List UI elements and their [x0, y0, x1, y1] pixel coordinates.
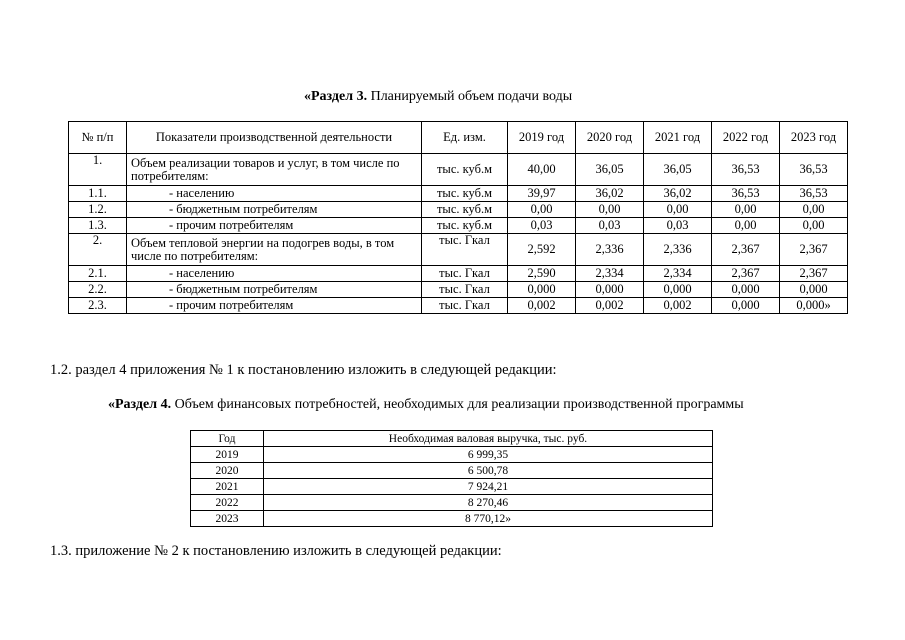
- header-2021: 2021 год: [644, 122, 712, 154]
- row-unit: тыс. куб.м: [422, 186, 508, 202]
- table-row: [69, 266, 848, 282]
- table-row: [69, 298, 848, 314]
- table-row: [191, 447, 713, 463]
- paragraph-1-2: 1.2. раздел 4 приложения № 1 к постановлению изложить в следующей редакции:: [50, 362, 557, 378]
- section-3-title: [304, 89, 572, 105]
- row-value-2022: 0,000: [712, 282, 780, 298]
- header-year: Год: [191, 431, 264, 447]
- section-3-title-rest: Планируемый объем подачи воды: [367, 89, 573, 104]
- row-year: 2019: [191, 447, 264, 463]
- row-revenue: 6 500,78: [264, 463, 713, 479]
- row-num: 1.1.: [69, 186, 127, 202]
- row-num: 1.: [69, 154, 127, 186]
- row-value-2020: 36,02: [576, 186, 644, 202]
- header-2022: 2022 год: [712, 122, 780, 154]
- table-header-row: [69, 122, 848, 154]
- row-value-2020: 36,05: [576, 154, 644, 186]
- row-value-2021: 36,02: [644, 186, 712, 202]
- table-header-row: [191, 431, 713, 447]
- row-name: - населению: [127, 186, 422, 202]
- row-unit: тыс. куб.м: [422, 154, 508, 186]
- row-value-2021: 36,05: [644, 154, 712, 186]
- table-row: [191, 495, 713, 511]
- row-value-2023: 2,367: [780, 234, 848, 266]
- row-year: 2021: [191, 479, 264, 495]
- row-value-2019: 2,592: [508, 234, 576, 266]
- row-unit: тыс. куб.м: [422, 218, 508, 234]
- header-2019: 2019 год: [508, 122, 576, 154]
- row-value-2023: 0,00: [780, 202, 848, 218]
- row-value-2023: 2,367: [780, 266, 848, 282]
- row-value-2019: 0,002: [508, 298, 576, 314]
- row-value-2022: 36,53: [712, 186, 780, 202]
- row-value-2020: 2,334: [576, 266, 644, 282]
- row-value-2022: 36,53: [712, 154, 780, 186]
- row-value-2023: 36,53: [780, 186, 848, 202]
- table-row: [69, 154, 848, 186]
- row-name: - прочим потребителям: [127, 218, 422, 234]
- table-row: [69, 234, 848, 266]
- row-year: 2020: [191, 463, 264, 479]
- row-name: - бюджетным потребителям: [127, 282, 422, 298]
- header-revenue: Необходимая валовая выручка, тыс. руб.: [264, 431, 713, 447]
- row-value-2020: 0,000: [576, 282, 644, 298]
- table-row: [69, 202, 848, 218]
- row-revenue: 8 770,12»: [264, 511, 713, 527]
- row-num: 2.1.: [69, 266, 127, 282]
- row-value-2023: 0,000»: [780, 298, 848, 314]
- row-name: Объем тепловой энергии на подогрев воды, в том числе по потребителям:: [127, 234, 422, 266]
- row-value-2023: 36,53: [780, 154, 848, 186]
- financial-needs-table: [190, 430, 713, 527]
- header-unit: Ед. изм.: [422, 122, 508, 154]
- row-value-2019: 39,97: [508, 186, 576, 202]
- row-year: 2023: [191, 511, 264, 527]
- section-4-title: [108, 397, 744, 413]
- row-unit: тыс. Гкал: [422, 234, 508, 266]
- row-value-2023: 0,00: [780, 218, 848, 234]
- water-supply-table: [68, 121, 848, 314]
- row-unit: тыс. куб.м: [422, 202, 508, 218]
- row-value-2019: 0,03: [508, 218, 576, 234]
- row-value-2021: 0,00: [644, 202, 712, 218]
- row-value-2022: 2,367: [712, 234, 780, 266]
- section-4-title-bold: «Раздел 4.: [108, 397, 172, 412]
- row-value-2022: 0,00: [712, 202, 780, 218]
- row-num: 2.3.: [69, 298, 127, 314]
- row-unit: тыс. Гкал: [422, 266, 508, 282]
- row-value-2019: 0,000: [508, 282, 576, 298]
- row-num: 1.2.: [69, 202, 127, 218]
- section-3-title-bold: «Раздел 3.: [304, 89, 368, 104]
- row-name: - прочим потребителям: [127, 298, 422, 314]
- row-value-2019: 0,00: [508, 202, 576, 218]
- table-row: [69, 218, 848, 234]
- row-num: 2.2.: [69, 282, 127, 298]
- row-value-2020: 2,336: [576, 234, 644, 266]
- header-indicator: Показатели производственной деятельности: [127, 122, 422, 154]
- row-value-2021: 0,000: [644, 282, 712, 298]
- header-2020: 2020 год: [576, 122, 644, 154]
- row-value-2021: 2,334: [644, 266, 712, 282]
- header-num: № п/п: [69, 122, 127, 154]
- row-name: - населению: [127, 266, 422, 282]
- row-unit: тыс. Гкал: [422, 282, 508, 298]
- table-row: [69, 282, 848, 298]
- row-value-2019: 40,00: [508, 154, 576, 186]
- row-value-2022: 2,367: [712, 266, 780, 282]
- header-2023: 2023 год: [780, 122, 848, 154]
- row-value-2021: 0,03: [644, 218, 712, 234]
- row-value-2022: 0,00: [712, 218, 780, 234]
- row-revenue: 7 924,21: [264, 479, 713, 495]
- paragraph-1-3: 1.3. приложение № 2 к постановлению изложить в следующей редакции:: [50, 543, 502, 559]
- row-value-2020: 0,00: [576, 202, 644, 218]
- row-value-2020: 0,002: [576, 298, 644, 314]
- table-row: [191, 463, 713, 479]
- row-num: 2.: [69, 234, 127, 266]
- row-num: 1.3.: [69, 218, 127, 234]
- row-name: Объем реализации товаров и услуг, в том числе по потребителям:: [127, 154, 422, 186]
- table-row: [191, 479, 713, 495]
- row-year: 2022: [191, 495, 264, 511]
- row-unit: тыс. Гкал: [422, 298, 508, 314]
- row-value-2023: 0,000: [780, 282, 848, 298]
- row-value-2021: 0,002: [644, 298, 712, 314]
- section-4-title-rest: Объем финансовых потребностей, необходимых для реализации производственной программы: [171, 397, 744, 412]
- table-row: [69, 186, 848, 202]
- row-name: - бюджетным потребителям: [127, 202, 422, 218]
- row-value-2020: 0,03: [576, 218, 644, 234]
- row-revenue: 6 999,35: [264, 447, 713, 463]
- row-revenue: 8 270,46: [264, 495, 713, 511]
- row-value-2021: 2,336: [644, 234, 712, 266]
- row-value-2022: 0,000: [712, 298, 780, 314]
- table-row: [191, 511, 713, 527]
- row-value-2019: 2,590: [508, 266, 576, 282]
